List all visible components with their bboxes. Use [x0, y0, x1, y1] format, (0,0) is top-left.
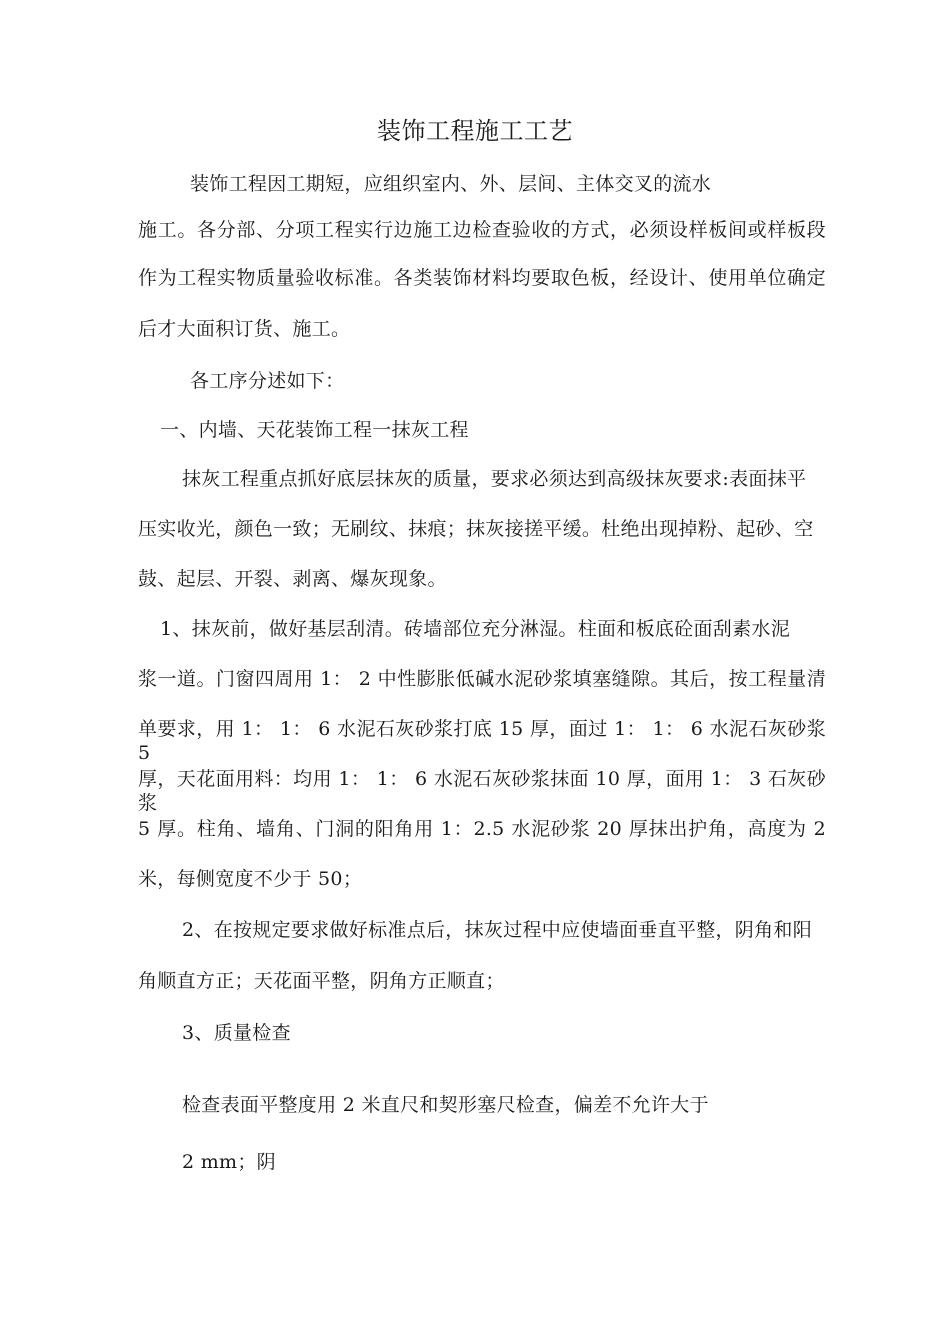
- paragraph-line: 鼓、起层、开裂、剥离、爆灰现象。: [138, 568, 447, 590]
- paragraph-line: 2 mm；阴: [182, 1151, 276, 1173]
- list-item-line: 单要求，用 1： 1： 6 水泥石灰砂浆打底 15 厚，面过 1： 1： 6 水泥石灰砂浆 5: [138, 718, 826, 764]
- list-item-line: 浆一道。门窗四周用 1： 2 中性膨胀低碱水泥砂浆填塞缝隙。其后，按工程量清: [138, 668, 826, 690]
- paragraph-line: 抹灰工程重点抓好底层抹灰的质量，要求必须达到高级抹灰要求:表面抹平: [182, 468, 807, 490]
- list-item-line: 米，每侧宽度不少于 50；: [138, 868, 363, 890]
- list-item-line: 厚，天花面用料：均用 1： 1： 6 水泥石灰砂浆抹面 10 厚，面用 1： 3 石灰砂浆: [138, 768, 826, 814]
- paragraph-line: 作为工程实物质量验收标准。各类装饰材料均要取色板，经设计、使用单位确定: [138, 267, 826, 289]
- paragraph-line: 后才大面积订货、施工。: [138, 318, 351, 340]
- document-title: 装饰工程施工工艺: [377, 117, 573, 145]
- section-heading: 一、内墙、天花装饰工程一抹灰工程: [160, 419, 469, 441]
- list-item-line: 角顺直方正；天花面平整，阴角方正顺直；: [138, 970, 505, 992]
- paragraph-line: 检查表面平整度用 2 米直尺和契形塞尺检查，偏差不允许大于: [182, 1094, 709, 1116]
- list-item-line: 1、抹灰前，做好基层刮清。砖墙部位充分淋湿。柱面和板底砼面刮素水泥: [160, 618, 790, 640]
- paragraph-line: 施工。各分部、分项工程实行边施工边检查验收的方式，必须设样板间或样板段: [138, 219, 826, 241]
- paragraph-line: 装饰工程因工期短，应组织室内、外、层间、主体交叉的流水: [190, 173, 712, 195]
- paragraph-line: 压实收光，颜色一致；无刷纹、抹痕；抹灰接搓平缓。杜绝出现掉粉、起砂、空: [138, 518, 814, 540]
- paragraph-line: 各工序分述如下：: [190, 370, 345, 392]
- list-item-line: 5 厚。柱角、墙角、门洞的阳角用 1：2.5 水泥砂浆 20 厚抹出护角，高度为 2: [138, 818, 826, 840]
- list-item-line: 3、质量检查: [182, 1022, 291, 1044]
- list-item-line: 2、在按规定要求做好标准点后，抹灰过程中应使墙面垂直平整，阴角和阳: [182, 919, 812, 941]
